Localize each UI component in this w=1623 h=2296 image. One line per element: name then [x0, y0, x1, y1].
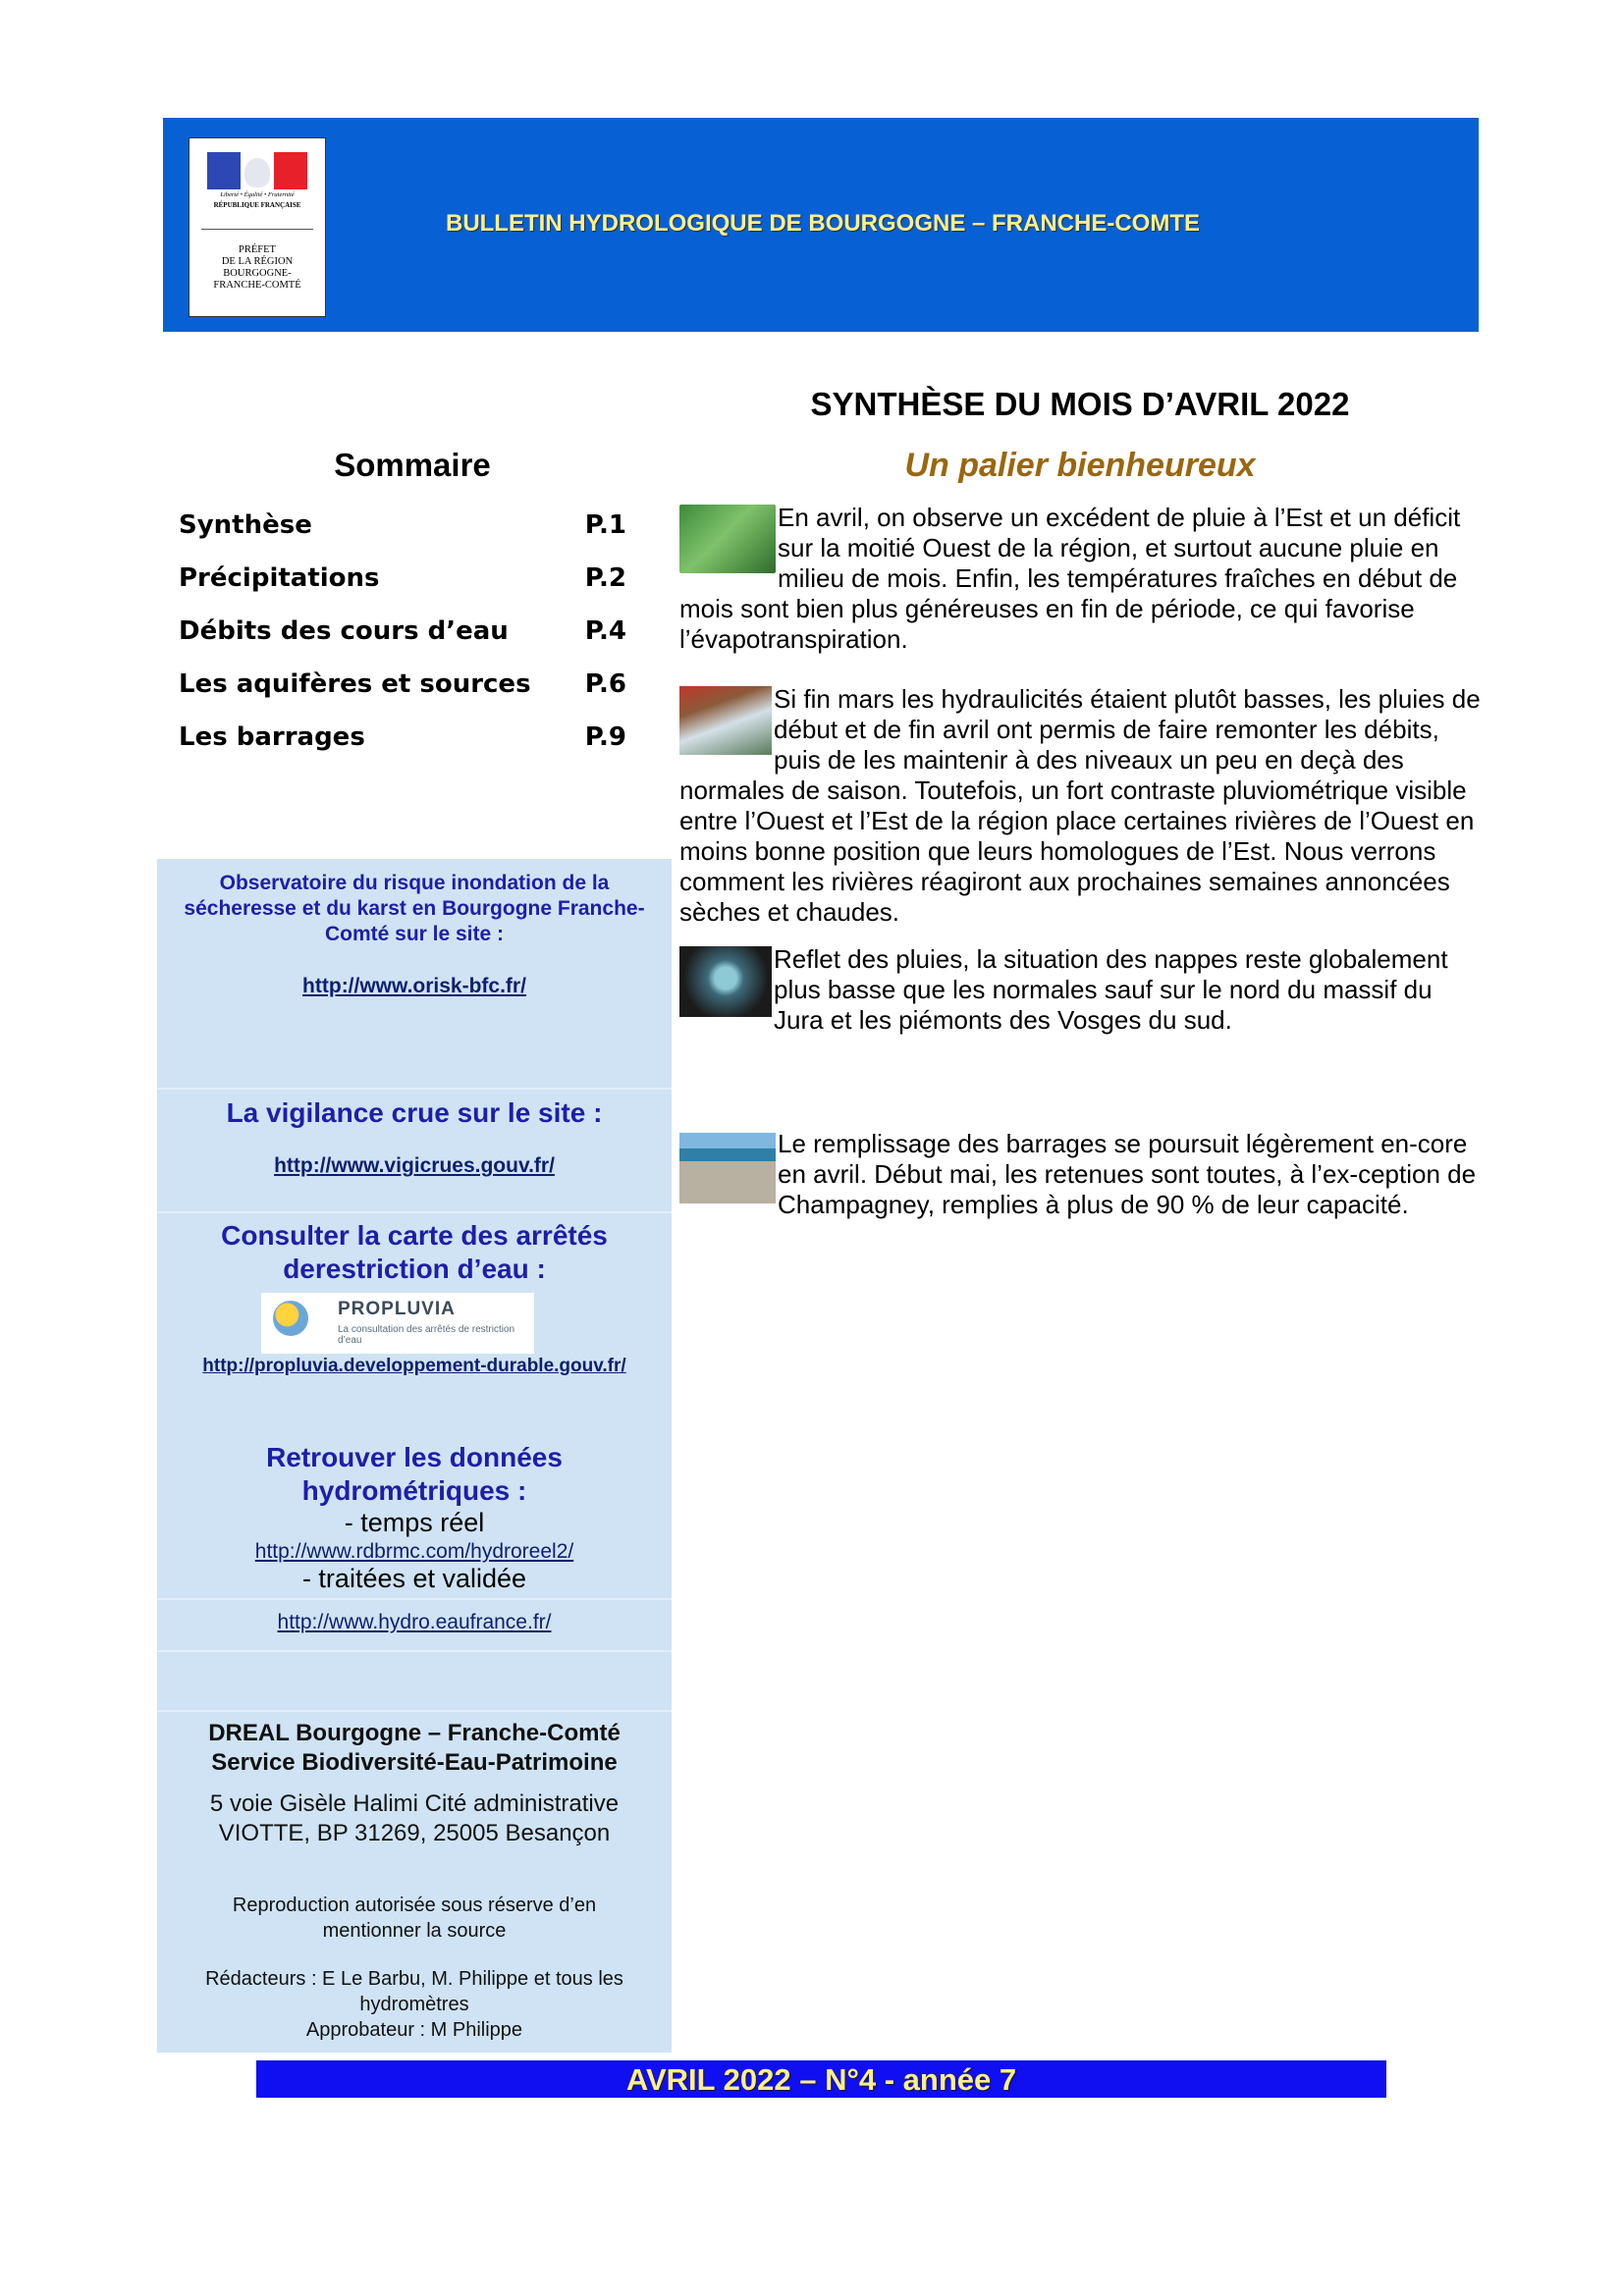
propluvia-heading-line: derestriction d’eau :: [283, 1254, 546, 1284]
synthese-paragraph-text: Si fin mars les hydraulicités étaient plutôt basses, les pluies de début et de fin avril ont permis de faire remonter les débits, puis de les maintenir à des niveaux un peu en deçà des normales de saison. Toutefois, un fort contraste pluviométrique visible entre l’Ouest et l’Est de la région place certaines rivières de l’Ouest en moins bonne position que leurs homologues de l’Est. Nous verrons comment les rivières réagiront aux prochaines semaines annoncées sèches et chaudes.: [679, 684, 1481, 927]
panel-divider: [157, 1710, 672, 1712]
dreal-org-line: Service Biodiversité-Eau-Patrimoine: [211, 1749, 618, 1776]
marianne-flag-icon: [207, 152, 307, 189]
propluvia-logo-sub: La consultation des arrêtés de restriction d’eau: [338, 1324, 515, 1346]
issue-label: AVRIL 2022 – N°4 - année 7: [625, 2062, 1017, 2097]
propluvia-heading: [157, 1219, 672, 1286]
redacteurs-note-line: hydromètres: [359, 1994, 469, 2015]
dreal-address-line: 5 voie Gisèle Halimi Cité administrative: [209, 1790, 620, 1817]
info-panel: [157, 859, 672, 2053]
logo-prefet-line: DE LA RÉGION: [221, 256, 294, 268]
synthese-title: SYNTHÈSE DU MOIS D’AVRIL 2022: [810, 386, 1350, 422]
sun-rain-icon: [273, 1301, 308, 1336]
orisk-heading-line: sécheresse et du karst en Bourgogne Franche-: [184, 897, 645, 920]
hydro-validated-link[interactable]: http://www.hydro.eaufrance.fr/: [277, 1611, 552, 1633]
cave-spring-image-icon: [679, 946, 772, 1017]
panel-divider: [157, 1650, 672, 1652]
synthese-paragraph-text: Reflet des pluies, la situation des nappes reste globalement plus basse que les normales sauf sur le nord du massif du Jura et les piémonts des Vosges du sud.: [774, 944, 1448, 1035]
toc-item-page: P.9: [584, 722, 626, 752]
vigicrues-heading: La vigilance crue sur le site :: [226, 1097, 603, 1128]
synthese-paragraph-aquifers: [679, 944, 1481, 1036]
logo-divider: [201, 229, 313, 230]
bulletin-title: BULLETIN HYDROLOGIQUE DE BOURGOGNE – FRANCHE-COMTE: [445, 210, 1200, 237]
river-image-icon: [679, 686, 772, 755]
synthese-paragraph-text: En avril, on observe un excédent de pluie à l’Est et un déficit sur la moitié Ouest de la région, et surtout aucune pluie en milieu de mois. Enfin, les températures fraîches en début de mois sont bien plus généreuses en fin de période, ce qui favorise l’évapotranspiration.: [679, 503, 1461, 654]
hydro-heading: [157, 1441, 672, 1508]
redacteurs-note-line: Approbateur : M Philippe: [305, 2019, 523, 2041]
synthese-paragraph-dams: [679, 1129, 1481, 1220]
logo-republique: RÉPUBLIQUE FRANÇAISE: [213, 201, 301, 209]
hydro-heading-line: Retrouver les données: [266, 1442, 563, 1472]
orisk-heading: [157, 871, 672, 947]
panel-divider: [157, 1211, 672, 1213]
toc-item-barrages[interactable]: [179, 722, 630, 762]
rain-drops-image-icon: [679, 505, 776, 573]
synthese-paragraph-rivers: [679, 684, 1481, 928]
toc-item-label: Débits des cours d’eau: [179, 616, 509, 646]
orisk-link[interactable]: http://www.orisk-bfc.fr/: [302, 975, 526, 997]
hydro-realtime-link[interactable]: http://www.rdbrmc.com/hydroreel2/: [254, 1540, 574, 1563]
propluvia-heading-line: Consulter la carte des arrêtés: [221, 1220, 608, 1251]
dam-image-icon: [679, 1133, 776, 1203]
synthese-paragraph-rain: [679, 503, 1481, 655]
synthese-subtitle: Un palier bienheureux: [904, 447, 1256, 484]
header-banner: [163, 118, 1479, 332]
dreal-org-line: DREAL Bourgogne – Franche-Comté: [208, 1720, 621, 1746]
toc-item-label: Précipitations: [179, 563, 380, 593]
orisk-heading-line: Comté sur le site :: [324, 923, 505, 945]
toc-item-page: P.2: [584, 563, 626, 593]
toc-item-label: Les aquifères et sources: [179, 669, 531, 699]
logo-motto: Liberté • Égalité • Fraternité: [220, 191, 295, 198]
logo-prefet: [189, 244, 325, 292]
reproduction-note-line: mentionner la source: [322, 1920, 507, 1942]
hydro-heading-line: hydrométriques :: [301, 1475, 527, 1506]
toc-item-aquiferes[interactable]: [179, 669, 630, 709]
synthese-paragraph-text: Le remplissage des barrages se poursuit légèrement en-core en avril. Début mai, les retenues sont toutes, à l’ex-ception de Champagney, remplies à plus de 90 % de leur capacité.: [778, 1129, 1477, 1219]
redacteurs-note-line: Rédacteurs : E Le Barbu, M. Philippe et tous les: [205, 1968, 623, 1990]
toc-item-label: Les barrages: [179, 722, 365, 752]
vigicrues-link[interactable]: http://www.vigicrues.gouv.fr/: [274, 1154, 555, 1177]
dreal-address-line: VIOTTE, BP 31269, 25005 Besançon: [218, 1820, 611, 1846]
issue-footer-band: [256, 2060, 1386, 2098]
propluvia-link[interactable]: http://propluvia.developpement-durable.gouv.fr/: [202, 1356, 626, 1376]
logo-prefet-line: BOURGOGNE-: [223, 268, 292, 280]
hydro-realtime-label: - temps réel: [344, 1508, 485, 1537]
redacteurs-note: [157, 1966, 672, 2043]
propluvia-logo[interactable]: [261, 1293, 534, 1354]
sommaire-title: Sommaire: [334, 447, 491, 483]
logo-prefet-line: FRANCHE-COMTÉ: [213, 280, 301, 292]
toc-item-synthese[interactable]: [179, 510, 630, 550]
prefecture-logo: [189, 137, 326, 317]
toc-item-debits[interactable]: [179, 616, 630, 656]
orisk-heading-line: Observatoire du risque inondation de la: [219, 872, 610, 894]
reproduction-note-line: Reproduction autorisée sous réserve d’en: [232, 1895, 597, 1916]
dreal-org: [157, 1719, 672, 1778]
toc-item-label: Synthèse: [179, 510, 312, 540]
panel-divider: [157, 1598, 672, 1600]
toc-item-page: P.6: [584, 669, 626, 699]
toc-item-precipitations[interactable]: [179, 563, 630, 603]
toc-item-page: P.1: [584, 510, 626, 540]
hydro-validated-label: - traitées et validée: [301, 1564, 527, 1593]
toc-item-page: P.4: [584, 616, 626, 646]
dreal-address: [157, 1789, 672, 1848]
reproduction-note: [157, 1893, 672, 1944]
logo-prefet-line: PRÉFET: [239, 244, 276, 255]
propluvia-logo-name: PROPLUVIA: [338, 1299, 456, 1319]
panel-divider: [157, 1088, 672, 1090]
